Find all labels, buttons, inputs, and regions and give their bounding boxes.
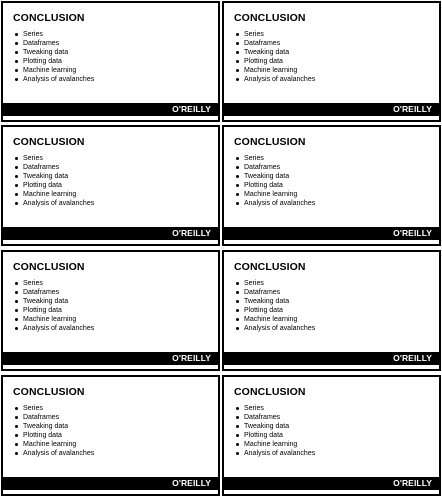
slide-title: CONCLUSION <box>234 136 306 148</box>
slide-thumbnail[interactable] <box>222 250 441 371</box>
bullet-item: Series <box>234 404 315 413</box>
slide-thumbnail[interactable] <box>222 1 441 122</box>
footer-bar <box>224 352 439 365</box>
bullet-list <box>234 154 315 208</box>
bullet-item: Plotting data <box>234 431 315 440</box>
bullet-item: Dataframes <box>234 288 315 297</box>
bullet-item: Analysis of avalanches <box>13 199 94 208</box>
footer-bar <box>224 227 439 240</box>
bullet-item: Tweaking data <box>234 422 315 431</box>
footer-bar <box>3 352 218 365</box>
bullet-list <box>13 154 94 208</box>
bullet-item: Series <box>234 279 315 288</box>
bullet-item: Machine learning <box>234 315 315 324</box>
footer-bar <box>3 227 218 240</box>
bullet-item: Analysis of avalanches <box>234 449 315 458</box>
bullet-list <box>13 30 94 84</box>
oreilly-logo: O'REILLY <box>172 104 211 114</box>
footer-bar <box>3 103 218 116</box>
bullet-item: Series <box>13 279 94 288</box>
slide-title: CONCLUSION <box>234 386 306 398</box>
slide-thumbnail[interactable] <box>1 375 220 496</box>
bullet-item: Plotting data <box>234 306 315 315</box>
bullet-item: Tweaking data <box>234 297 315 306</box>
bullet-item: Plotting data <box>13 181 94 190</box>
footer-bar <box>3 477 218 490</box>
bullet-item: Machine learning <box>13 440 94 449</box>
bullet-item: Tweaking data <box>13 297 94 306</box>
slide-title: CONCLUSION <box>13 136 85 148</box>
bullet-item: Analysis of avalanches <box>234 324 315 333</box>
footer-bar <box>224 103 439 116</box>
bullet-list <box>13 404 94 458</box>
bullet-item: Dataframes <box>13 39 94 48</box>
bullet-item: Machine learning <box>13 315 94 324</box>
bullet-item: Analysis of avalanches <box>234 75 315 84</box>
bullet-item: Plotting data <box>234 181 315 190</box>
bullet-item: Tweaking data <box>234 172 315 181</box>
slide-title: CONCLUSION <box>234 261 306 273</box>
bullet-item: Dataframes <box>13 413 94 422</box>
oreilly-logo: O'REILLY <box>172 353 211 363</box>
slide-title: CONCLUSION <box>13 12 85 24</box>
slide-title: CONCLUSION <box>13 261 85 273</box>
bullet-item: Plotting data <box>13 431 94 440</box>
bullet-item: Series <box>234 30 315 39</box>
bullet-item: Series <box>13 404 94 413</box>
bullet-list <box>234 30 315 84</box>
bullet-item: Analysis of avalanches <box>13 449 94 458</box>
bullet-item: Tweaking data <box>13 422 94 431</box>
footer-bar <box>224 477 439 490</box>
oreilly-logo: O'REILLY <box>393 353 432 363</box>
bullet-item: Analysis of avalanches <box>13 75 94 84</box>
bullet-list <box>234 279 315 333</box>
oreilly-logo: O'REILLY <box>393 228 432 238</box>
bullet-item: Dataframes <box>234 39 315 48</box>
bullet-item: Series <box>13 30 94 39</box>
slide-thumbnail[interactable] <box>1 1 220 122</box>
oreilly-logo: O'REILLY <box>172 228 211 238</box>
bullet-item: Dataframes <box>234 413 315 422</box>
oreilly-logo: O'REILLY <box>393 104 432 114</box>
bullet-item: Tweaking data <box>234 48 315 57</box>
bullet-item: Plotting data <box>13 306 94 315</box>
bullet-list <box>234 404 315 458</box>
slide-thumbnail[interactable] <box>222 375 441 496</box>
bullet-item: Plotting data <box>13 57 94 66</box>
bullet-item: Dataframes <box>13 163 94 172</box>
oreilly-logo: O'REILLY <box>393 478 432 488</box>
bullet-item: Plotting data <box>234 57 315 66</box>
slide-title: CONCLUSION <box>13 386 85 398</box>
bullet-item: Machine learning <box>234 190 315 199</box>
oreilly-logo: O'REILLY <box>172 478 211 488</box>
bullet-item: Analysis of avalanches <box>13 324 94 333</box>
bullet-item: Analysis of avalanches <box>234 199 315 208</box>
bullet-item: Series <box>234 154 315 163</box>
bullet-item: Machine learning <box>234 66 315 75</box>
bullet-list <box>13 279 94 333</box>
slide-thumbnail[interactable] <box>222 125 441 246</box>
slide-thumbnail[interactable] <box>1 125 220 246</box>
bullet-item: Series <box>13 154 94 163</box>
bullet-item: Dataframes <box>13 288 94 297</box>
bullet-item: Dataframes <box>234 163 315 172</box>
bullet-item: Tweaking data <box>13 172 94 181</box>
bullet-item: Machine learning <box>13 190 94 199</box>
slide-title: CONCLUSION <box>234 12 306 24</box>
bullet-item: Tweaking data <box>13 48 94 57</box>
slide-thumbnail[interactable] <box>1 250 220 371</box>
bullet-item: Machine learning <box>13 66 94 75</box>
bullet-item: Machine learning <box>234 440 315 449</box>
